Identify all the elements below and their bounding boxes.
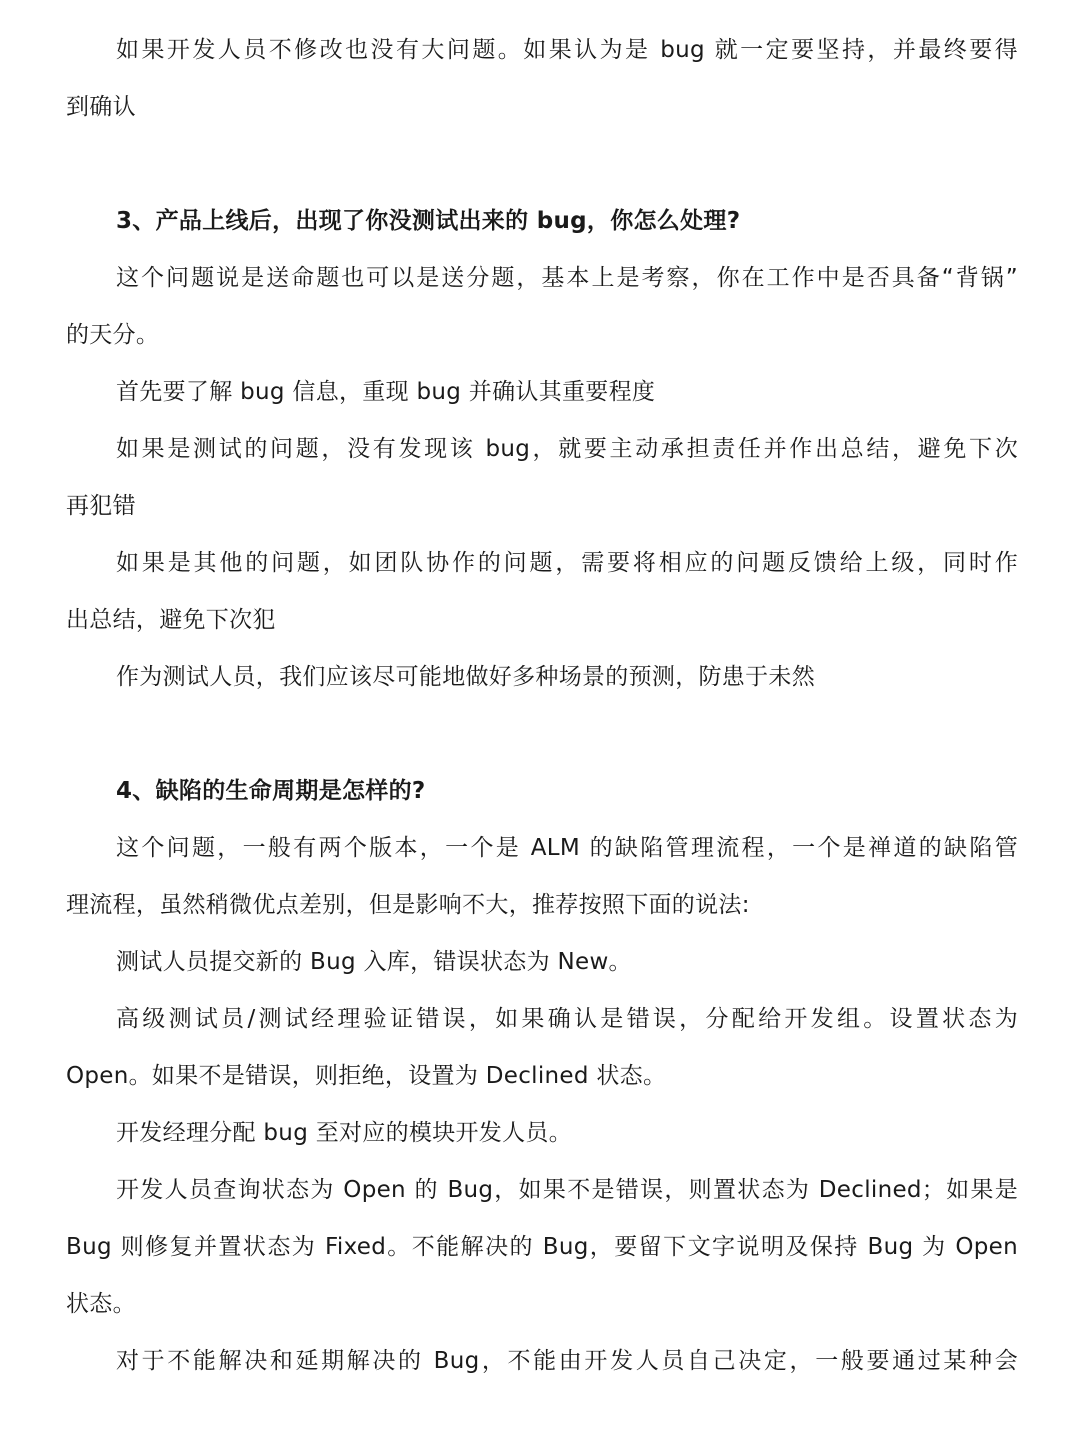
paragraph-line: 理流程，虽然稍微优点差别，但是影响不大，推荐按照下面的说法: <box>66 892 750 918</box>
paragraph-line: 如果是其他的问题，如团队协作的问题，需要将相应的问题反馈给上级，同时作 <box>116 550 1018 576</box>
paragraph-line: 对于不能解决和延期解决的 Bug，不能由开发人员自己决定，一般要通过某种会 <box>116 1348 1018 1374</box>
spacer <box>66 136 1018 193</box>
paragraph-line: 如果开发人员不修改也没有大问题。如果认为是 bug 就一定要坚持，并最终要得 <box>116 37 1018 63</box>
paragraph-line: 再犯错 <box>66 493 136 519</box>
paragraph-line: 出总结，避免下次犯 <box>66 607 276 633</box>
paragraph-line: 状态。 <box>66 1291 136 1317</box>
paragraph-line: 如果是测试的问题，没有发现该 bug，就要主动承担责任并作出总结，避免下次 <box>116 436 1018 462</box>
paragraph-line: 测试人员提交新的 Bug 入库，错误状态为 New。 <box>116 949 632 975</box>
paragraph-line: 高级测试员/测试经理验证错误，如果确认是错误，分配给开发组。设置状态为 <box>116 1006 1018 1032</box>
paragraph-line: 作为测试人员，我们应该尽可能地做好多种场景的预测，防患于未然 <box>116 664 815 690</box>
document-page <box>66 22 1018 1390</box>
section-4-heading: 4、缺陷的生命周期是怎样的? <box>116 778 426 804</box>
spacer <box>66 706 1018 763</box>
paragraph-line: 到确认 <box>66 94 136 120</box>
section-3-heading: 3、产品上线后，出现了你没测试出来的 bug，你怎么处理? <box>116 208 741 234</box>
paragraph-line: 首先要了解 bug 信息，重现 bug 并确认其重要程度 <box>116 379 656 405</box>
paragraph-line: 开发人员查询状态为 Open 的 Bug，如果不是错误，则置状态为 Declined；如果是 <box>116 1177 1018 1203</box>
paragraph-line: 这个问题，一般有两个版本，一个是 ALM 的缺陷管理流程，一个是禅道的缺陷管 <box>116 835 1018 861</box>
paragraph-line: Open。如果不是错误，则拒绝，设置为 Declined 状态。 <box>66 1063 667 1089</box>
paragraph-line: 的天分。 <box>66 322 160 348</box>
paragraph-line: 这个问题说是送命题也可以是送分题，基本上是考察，你在工作中是否具备“背锅” <box>116 265 1018 291</box>
paragraph-line: Bug 则修复并置状态为 Fixed。不能解决的 Bug，要留下文字说明及保持 Bug 为 Open <box>66 1234 1018 1260</box>
paragraph-line: 开发经理分配 bug 至对应的模块开发人员。 <box>116 1120 572 1146</box>
